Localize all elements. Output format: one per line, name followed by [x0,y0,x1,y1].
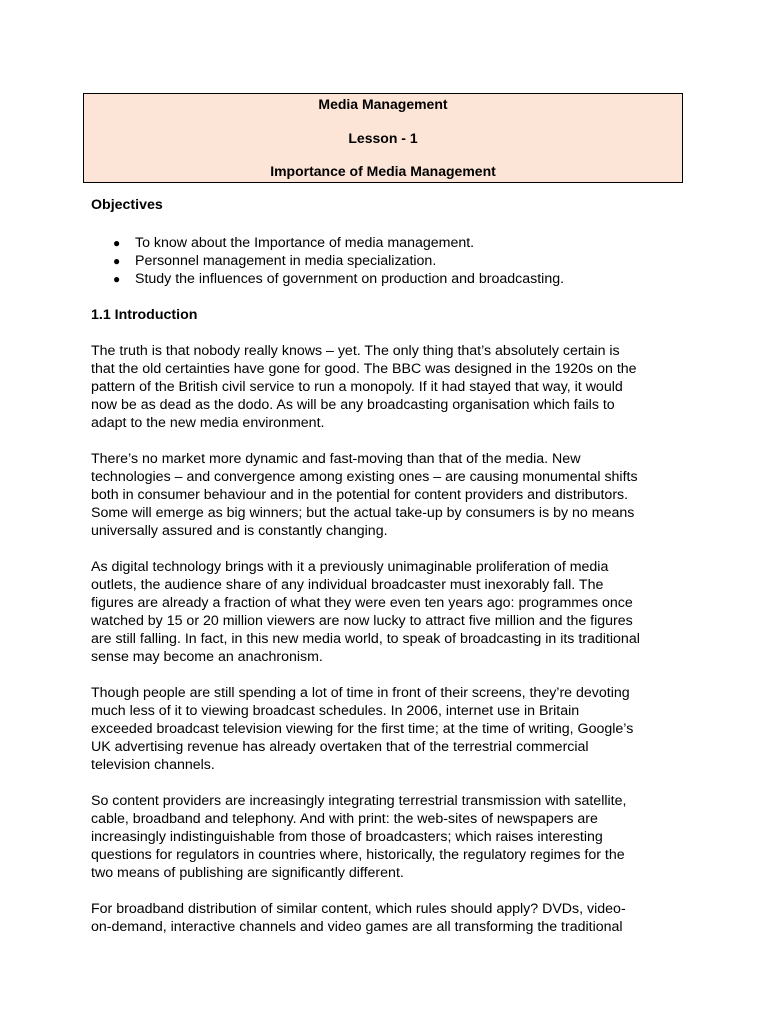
text-line: UK advertising revenue has already overtaken that of the terrestrial commercial [91,739,589,755]
lesson-number: Lesson - 1 [348,130,418,146]
list-item [91,234,691,252]
paragraph [91,450,681,540]
text-line: figures are already a fraction of what they were even ten years ago: programmes once [91,595,633,611]
bullet-icon: ● [113,272,121,286]
objective-text: To know about the Importance of media management. [135,235,475,251]
text-line: two means of publishing are significantly different. [91,865,404,881]
objective-text: Personnel management in media specialization. [135,253,437,269]
bullet-icon: ● [113,254,121,268]
text-line: television channels. [91,757,215,773]
text-line: As digital technology brings with it a previously unimaginable proliferation of media [91,559,609,575]
text-line: both in consumer behaviour and in the potential for content providers and distributors. [91,487,629,503]
text-line: Some will emerge as big winners; but the actual take-up by consumers is by no means [91,505,635,521]
paragraph [91,684,681,774]
text-line: technologies – and convergence among existing ones – are causing monumental shifts [91,469,638,485]
text-line: questions for regulators in countries where, historically, the regulatory regimes for the [91,847,625,863]
text-line: So content providers are increasingly integrating terrestrial transmission with satellite, [91,793,627,809]
text-line: outlets, the audience share of any individual broadcaster must inexorably fall. The [91,577,604,593]
text-line: on-demand, interactive channels and video games are all transforming the traditional [91,919,623,935]
document-body [91,196,691,954]
objectives-list [91,234,691,288]
paragraph [91,900,681,936]
text-line: universally assured and is constantly changing. [91,523,388,539]
text-line: adapt to the new media environment. [91,415,325,431]
lesson-title: Importance of Media Management [270,163,496,179]
text-line: sense may become an anachronism. [91,649,323,665]
lesson-header-box [83,93,683,183]
paragraph [91,792,681,882]
course-title: Media Management [318,96,448,112]
list-item [91,252,691,270]
text-line: The truth is that nobody really knows – yet. The only thing that’s absolutely certain is [91,343,620,359]
bullet-icon: ● [113,236,121,250]
text-line: now be as dead as the dodo. As will be any broadcasting organisation which fails to [91,397,615,413]
objectives-heading: Objectives [91,197,163,213]
text-line: cable, broadband and telephony. And with print: the web-sites of newspapers are [91,811,598,827]
text-line: Though people are still spending a lot of time in front of their screens, they’re devoting [91,685,630,701]
text-line: are still falling. In fact, in this new media world, to speak of broadcasting in its traditional [91,631,640,647]
text-line: For broadband distribution of similar content, which rules should apply? DVDs, video- [91,901,626,917]
text-line: There’s no market more dynamic and fast-moving than that of the media. New [91,451,581,467]
introduction-heading: 1.1 Introduction [91,307,198,323]
text-line: that the old certainties have gone for good. The BBC was designed in the 1920s on the [91,361,637,377]
text-line: watched by 15 or 20 million viewers are now lucky to attract five million and the figures [91,613,633,629]
objective-text: Study the influences of government on production and broadcasting. [135,271,565,287]
text-line: much less of it to viewing broadcast schedules. In 2006, internet use in Britain [91,703,580,719]
paragraph [91,342,681,432]
text-line: exceeded broadcast television viewing for the first time; at the time of writing, Google’s [91,721,634,737]
paragraph [91,558,681,666]
text-line: increasingly indistinguishable from those of broadcasters; which raises interesting [91,829,603,845]
list-item [91,270,691,288]
text-line: pattern of the British civil service to run a monopoly. If it had stayed that way, it would [91,379,623,395]
